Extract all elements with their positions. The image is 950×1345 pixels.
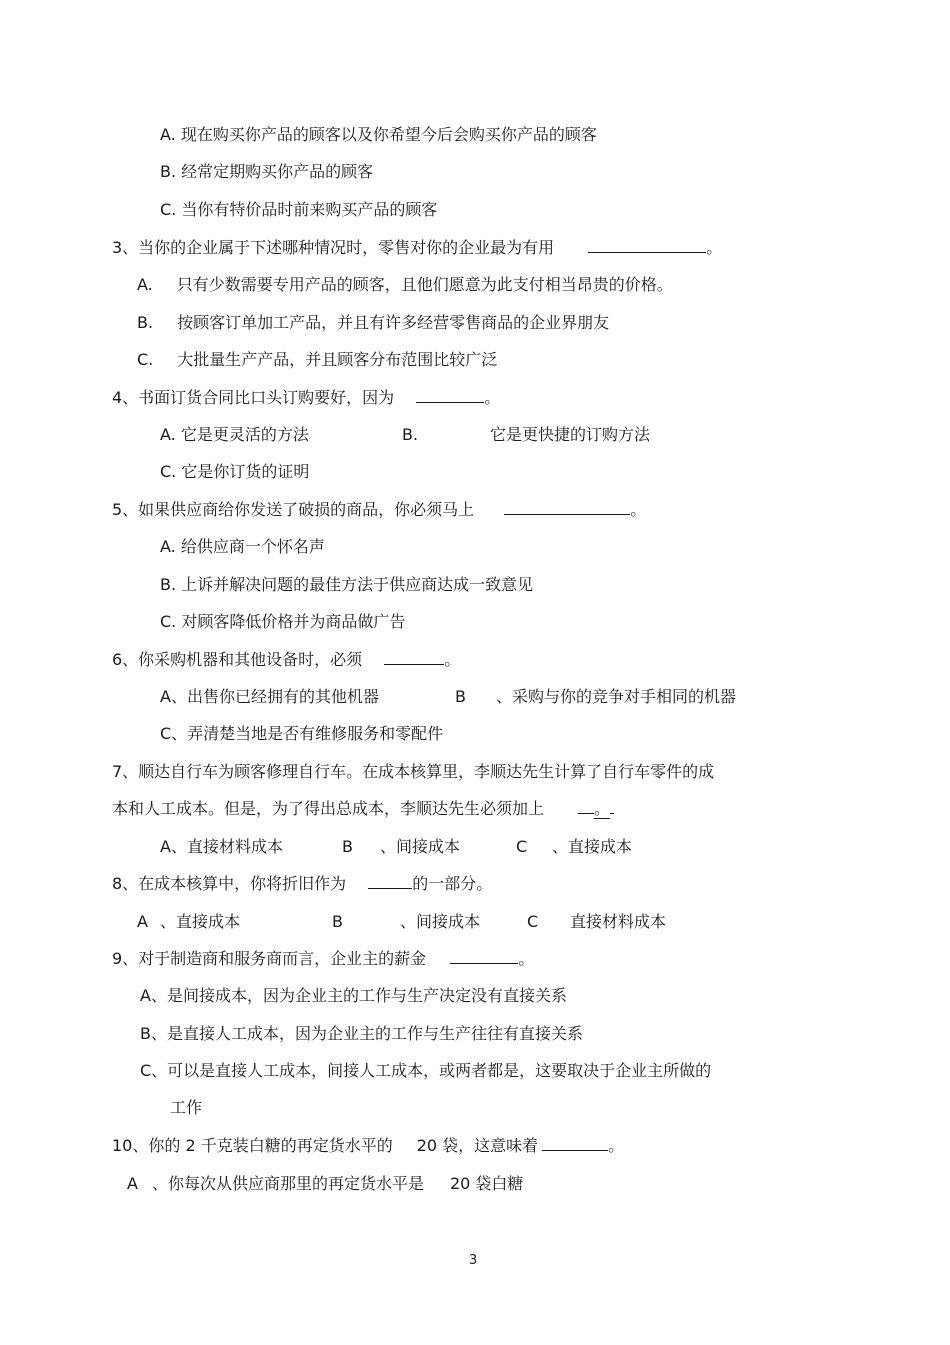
q3-stem <box>112 237 722 259</box>
q10-option-a <box>127 1173 523 1195</box>
q3-option-b-text: 按顾客订单加工产品，并且有许多经营零售商品的企业界朋友 <box>177 313 610 332</box>
q4-option-a: A. 它是更灵活的方法 <box>160 425 309 444</box>
q4-option-c: C. 它是你订货的证明 <box>160 462 310 481</box>
q8-option-a-text: 、直接成本 <box>160 912 241 931</box>
q8-stem <box>112 873 492 895</box>
q9-option-a: A、是间接成本，因为企业主的工作与生产决定没有直接关系 <box>140 986 567 1005</box>
q10-option-a-text: 、你每次从供应商那里的再定货水平是 <box>151 1174 424 1193</box>
q8-option-b-letter: B <box>332 912 343 931</box>
q2-option-c: C. 当你有特价品时前来购买产品的顾客 <box>160 200 438 219</box>
q9-option-c-line1: C、可以是直接人工成本，间接人工成本，或两者都是，这要取决于企业主所做的 <box>140 1061 712 1080</box>
q9-stem-end: 。 <box>518 949 535 968</box>
q10-answer-blank <box>542 1136 608 1151</box>
q5-option-c: C. 对顾客降低价格并为商品做广告 <box>160 612 406 631</box>
q3-option-a-letter: A. <box>137 275 153 294</box>
q4-option-b-text: 它是更快捷的订购方法 <box>490 425 651 444</box>
q5-answer-blank <box>504 500 630 515</box>
q10-stem-end: 。 <box>608 1136 625 1155</box>
q6-stem-text: 6、你采购机器和其他设备时，必须 <box>112 650 363 669</box>
q9-stem <box>112 948 534 970</box>
q5-stem <box>112 499 646 521</box>
q6-stem <box>112 649 460 671</box>
q7-stem-end: 。 <box>594 799 611 818</box>
q10-option-a-letter: A <box>127 1174 138 1193</box>
q8-option-c-text: 直接材料成本 <box>570 912 667 931</box>
q7-answer-blank <box>578 799 594 814</box>
q7-option-c-letter: C <box>516 837 528 856</box>
q7-option-b-letter: B <box>342 837 353 856</box>
q10-stem-text-b: 20 袋，这意味着 <box>416 1136 539 1155</box>
q8-answer-blank <box>368 874 412 889</box>
q7-stem-line2-text: 本和人工成本。但是，为了得出总成本，李顺达先生必须加上 <box>112 799 545 818</box>
q6-answer-blank <box>384 650 444 665</box>
q3-option-a <box>137 274 673 296</box>
q7-stem-line1: 7、顺达自行车为顾客修理自行车。在成本核算里，李顺达先生计算了自行车零件的成 <box>112 762 715 781</box>
q3-stem-end: 。 <box>706 238 723 257</box>
q9-stem-text: 9、对于制造商和服务商而言，企业主的薪金 <box>112 949 427 968</box>
q2-option-a: A. 现在购买你产品的顾客以及你希望今后会购买你产品的顾客 <box>160 125 597 144</box>
q6-option-c: C、弄清楚当地是否有维修服务和零配件 <box>160 724 444 743</box>
q5-stem-end: 。 <box>630 500 647 519</box>
q5-option-a: A. 给供应商一个怀名声 <box>160 537 325 556</box>
q7-stem-line2 <box>112 798 614 820</box>
q5-stem-text: 5、如果供应商给你发送了破损的商品，你必须马上 <box>112 500 475 519</box>
q4-answer-blank <box>416 388 484 403</box>
q4-stem-text: 4、书面订货合同比口头订购要好，因为 <box>112 388 395 407</box>
q10-stem-text-a: 10、你的 2 千克装白糖的再定货水平的 <box>112 1136 393 1155</box>
q8-option-a-letter: A <box>137 912 148 931</box>
q7-option-a: A、直接材料成本 <box>160 837 283 856</box>
q4-option-b-letter: B. <box>402 425 419 444</box>
q3-option-b <box>137 312 609 334</box>
q8-stem-text: 8、在成本核算中，你将折旧作为 <box>112 874 347 893</box>
q4-stem <box>112 387 500 409</box>
q6-option-a: A、出售你已经拥有的其他机器 <box>160 687 379 706</box>
q3-option-c <box>137 349 497 371</box>
q6-stem-end: 。 <box>444 650 461 669</box>
page-number: 3 <box>469 1253 478 1268</box>
q3-answer-blank <box>588 238 706 253</box>
q3-stem-text: 3、当你的企业属于下述哪种情况时，零售对你的企业最为有用 <box>112 238 555 257</box>
q3-option-c-text: 大批量生产产品，并且顾客分布范围比较广泛 <box>177 350 498 369</box>
q9-option-c-line2: 工作 <box>170 1098 203 1117</box>
q10-stem <box>112 1135 624 1157</box>
q6-option-b-letter: B <box>455 687 466 706</box>
q7-answer-blank-tail <box>610 799 614 814</box>
q3-option-c-letter: C. <box>137 350 154 369</box>
q5-option-b: B. 上诉并解决问题的最佳方法于供应商达成一致意见 <box>160 575 534 594</box>
q2-option-b: B. 经常定期购买你产品的顾客 <box>160 162 374 181</box>
q8-stem-end: 的一部分。 <box>412 874 493 893</box>
q9-answer-blank <box>450 949 518 964</box>
q10-option-a-num: 20 袋白糖 <box>449 1174 524 1193</box>
q4-stem-end: 。 <box>484 388 501 407</box>
q8-option-b-text: 、间接成本 <box>400 912 481 931</box>
q6-option-b-text: 、采购与你的竞争对手相同的机器 <box>496 687 737 706</box>
q3-option-a-text: 只有少数需要专用产品的顾客，且他们愿意为此支付相当昂贵的价格。 <box>176 275 673 294</box>
q9-option-b: B、是直接人工成本，因为企业主的工作与生产往往有直接关系 <box>140 1024 583 1043</box>
q8-option-c-letter: C <box>527 912 539 931</box>
q3-option-b-letter: B. <box>137 313 154 332</box>
q7-option-c-text: 、直接成本 <box>552 837 633 856</box>
q7-option-b-text: 、间接成本 <box>380 837 461 856</box>
